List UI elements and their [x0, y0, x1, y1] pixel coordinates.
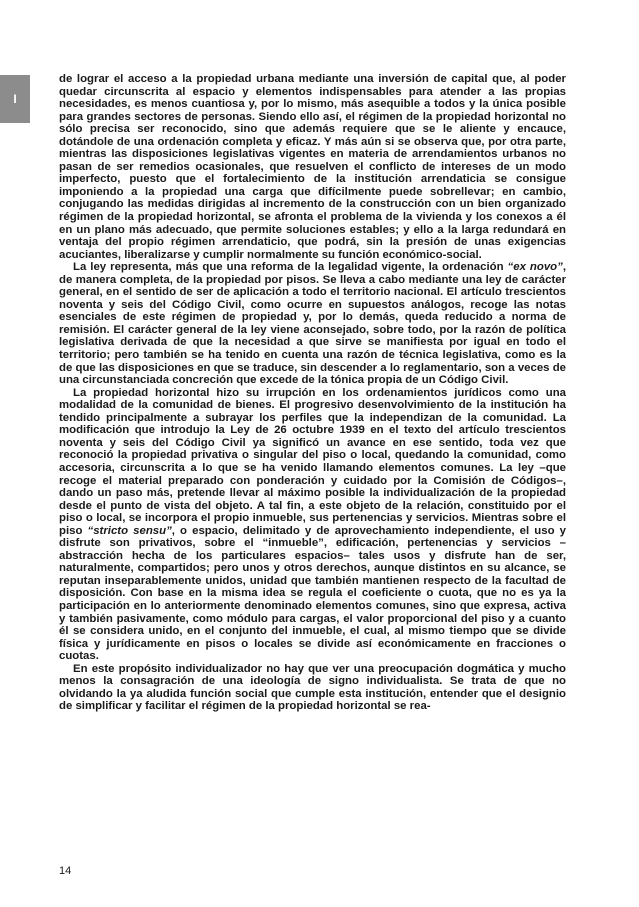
- chapter-tab: [0, 75, 30, 123]
- body-text: [59, 73, 566, 713]
- italic-phrase: “stricto sensu”: [87, 524, 172, 537]
- page-number: 14: [59, 865, 72, 877]
- paragraph: La ley representa, más que una reforma de la legalidad vigente, la ordenación “ex novo”, de manera completa, de la propiedad por pisos. Se lleva a cabo mediante una ley de carácter general, en el sentido de ser de aplicación a todo el territorio nacional. El artículo trescientos noventa y seis del Código Civil, como ocurre en supuestos análogos, recoge las notas esenciales de este régimen de propiedad y, por lo demás, queda reducido a norma de remisión. El carácter general de la ley viene aconsejado, sobre todo, por la razón de política legislativa derivada de que la necesidad a que sirve se manifiesta por igual en todo el territorio; pero también se ha tenido en cuenta una razón de técnica legislativa, como es la de que las disposiciones en que se traduce, sin descender a lo reglamentario, son a veces de una circunstanciada concreción que excede de la tónica propia de un Código Civil.: [59, 261, 567, 387]
- chapter-tab-label: I: [13, 92, 17, 106]
- paragraph: En este propósito individualizador no hay que ver una preocupación dogmática y mucho menos la consagración de una ideología de signo individualista. Se trata de que no olvidando la ya aludida función social que cumple esta institución, entender que el designio de simplificar y facilitar el régimen de la propiedad horizontal se rea-: [59, 662, 566, 713]
- paragraph: La propiedad horizontal hizo su irrupción en los ordenamientos jurídicos como una modalidad de la comunidad de bienes. El progresivo desenvolvimiento de la institución ha tendido principalmente a subrayar los perfiles que la independizan de la comunidad. La modificación que introdujo la Ley de 26 octubre 1939 en el texto del artículo trescientos noventa y seis del Código Civil ya significó un avance en ese sentido, toda vez que reconoció la propiedad privativa o singular del piso o local, quedando la comunidad, como accesoria, circunscrita a lo que se ha venido llamando elementos comunes. La ley –que recoge el material preparado con ponderación y cuidado por la Comisión de Códigos–, dando un paso más, pretende llevar al máximo posible la individualización de la propiedad desde el punto de vista del objeto. A tal fin, a este objeto de la relación, constituido por el piso o local, se incorpora el propio inmueble, sus pertenencias y servicios. Mientras sobre el piso “stricto sensu”, o espacio, delimitado y de aprovechamiento independiente, el uso y disfrute son privativos, sobre el “inmueble”, edificación, pertenencias y servicios –abstracción hecha de los particulares espacios– tales usos y disfrute han de ser, naturalmente, compartidos; pero unos y otros derechos, aunque distintos en su alcance, se reputan inseparablemente unidos, unidad que también mantienen respecto de la facultad de disposición. Con base en la misma idea se regula el coeficiente o cuota, que no es ya la participación en lo anteriormente denominado elementos comunes, sino que expresa, activa y también pasivamente, como módulo para cargas, el valor proporcional del piso y a cuanto él se considera unido, en el conjunto del inmueble, el cual, al mismo tiempo que se divide física y jurídicamente en pisos o locales se divide así económicamente en fracciones o cuotas.: [59, 386, 566, 663]
- paragraph: de lograr el acceso a la propiedad urbana mediante una inversión de capital que, al poder quedar circunscrita al espacio y elementos indispensables para atender a las propias necesidades, es menos cuantiosa y, por lo mismo, más asequible a todos y la única posible para grandes sectores de personas. Siendo ello así, el régimen de la propiedad horizontal no sólo precisa ser reconocido, sino que además requiere que se le aliente y encauce, dotándole de una ordenación completa y eficaz. Y más aún si se observa que, por otra parte, mientras las disposiciones legislativas vigentes en materia de arrendamientos urbanos no pasan de ser remedios ocasionales, que resuelven el conflicto de intereses de un modo imperfecto, puesto que el fortalecimiento de la institución arrendaticia se consigue imponiendo a la propiedad una carga que difícilmente puede sobrellevar; en cambio, conjugando las medidas dirigidas al incremento de la construcción con un bien organizado régimen de la propiedad horizontal, se afronta el problema de la vivienda y los conexos a él en un plano más adecuado, que permite soluciones estables; y ello a la larga redundará en ventaja del propio régimen arrendaticio, que podrá, sin la presión de unas exigencias acuciantes, liberalizarse y cumplir normalmente su función económico-social.: [59, 73, 566, 261]
- italic-phrase: “ex novo”: [507, 261, 563, 274]
